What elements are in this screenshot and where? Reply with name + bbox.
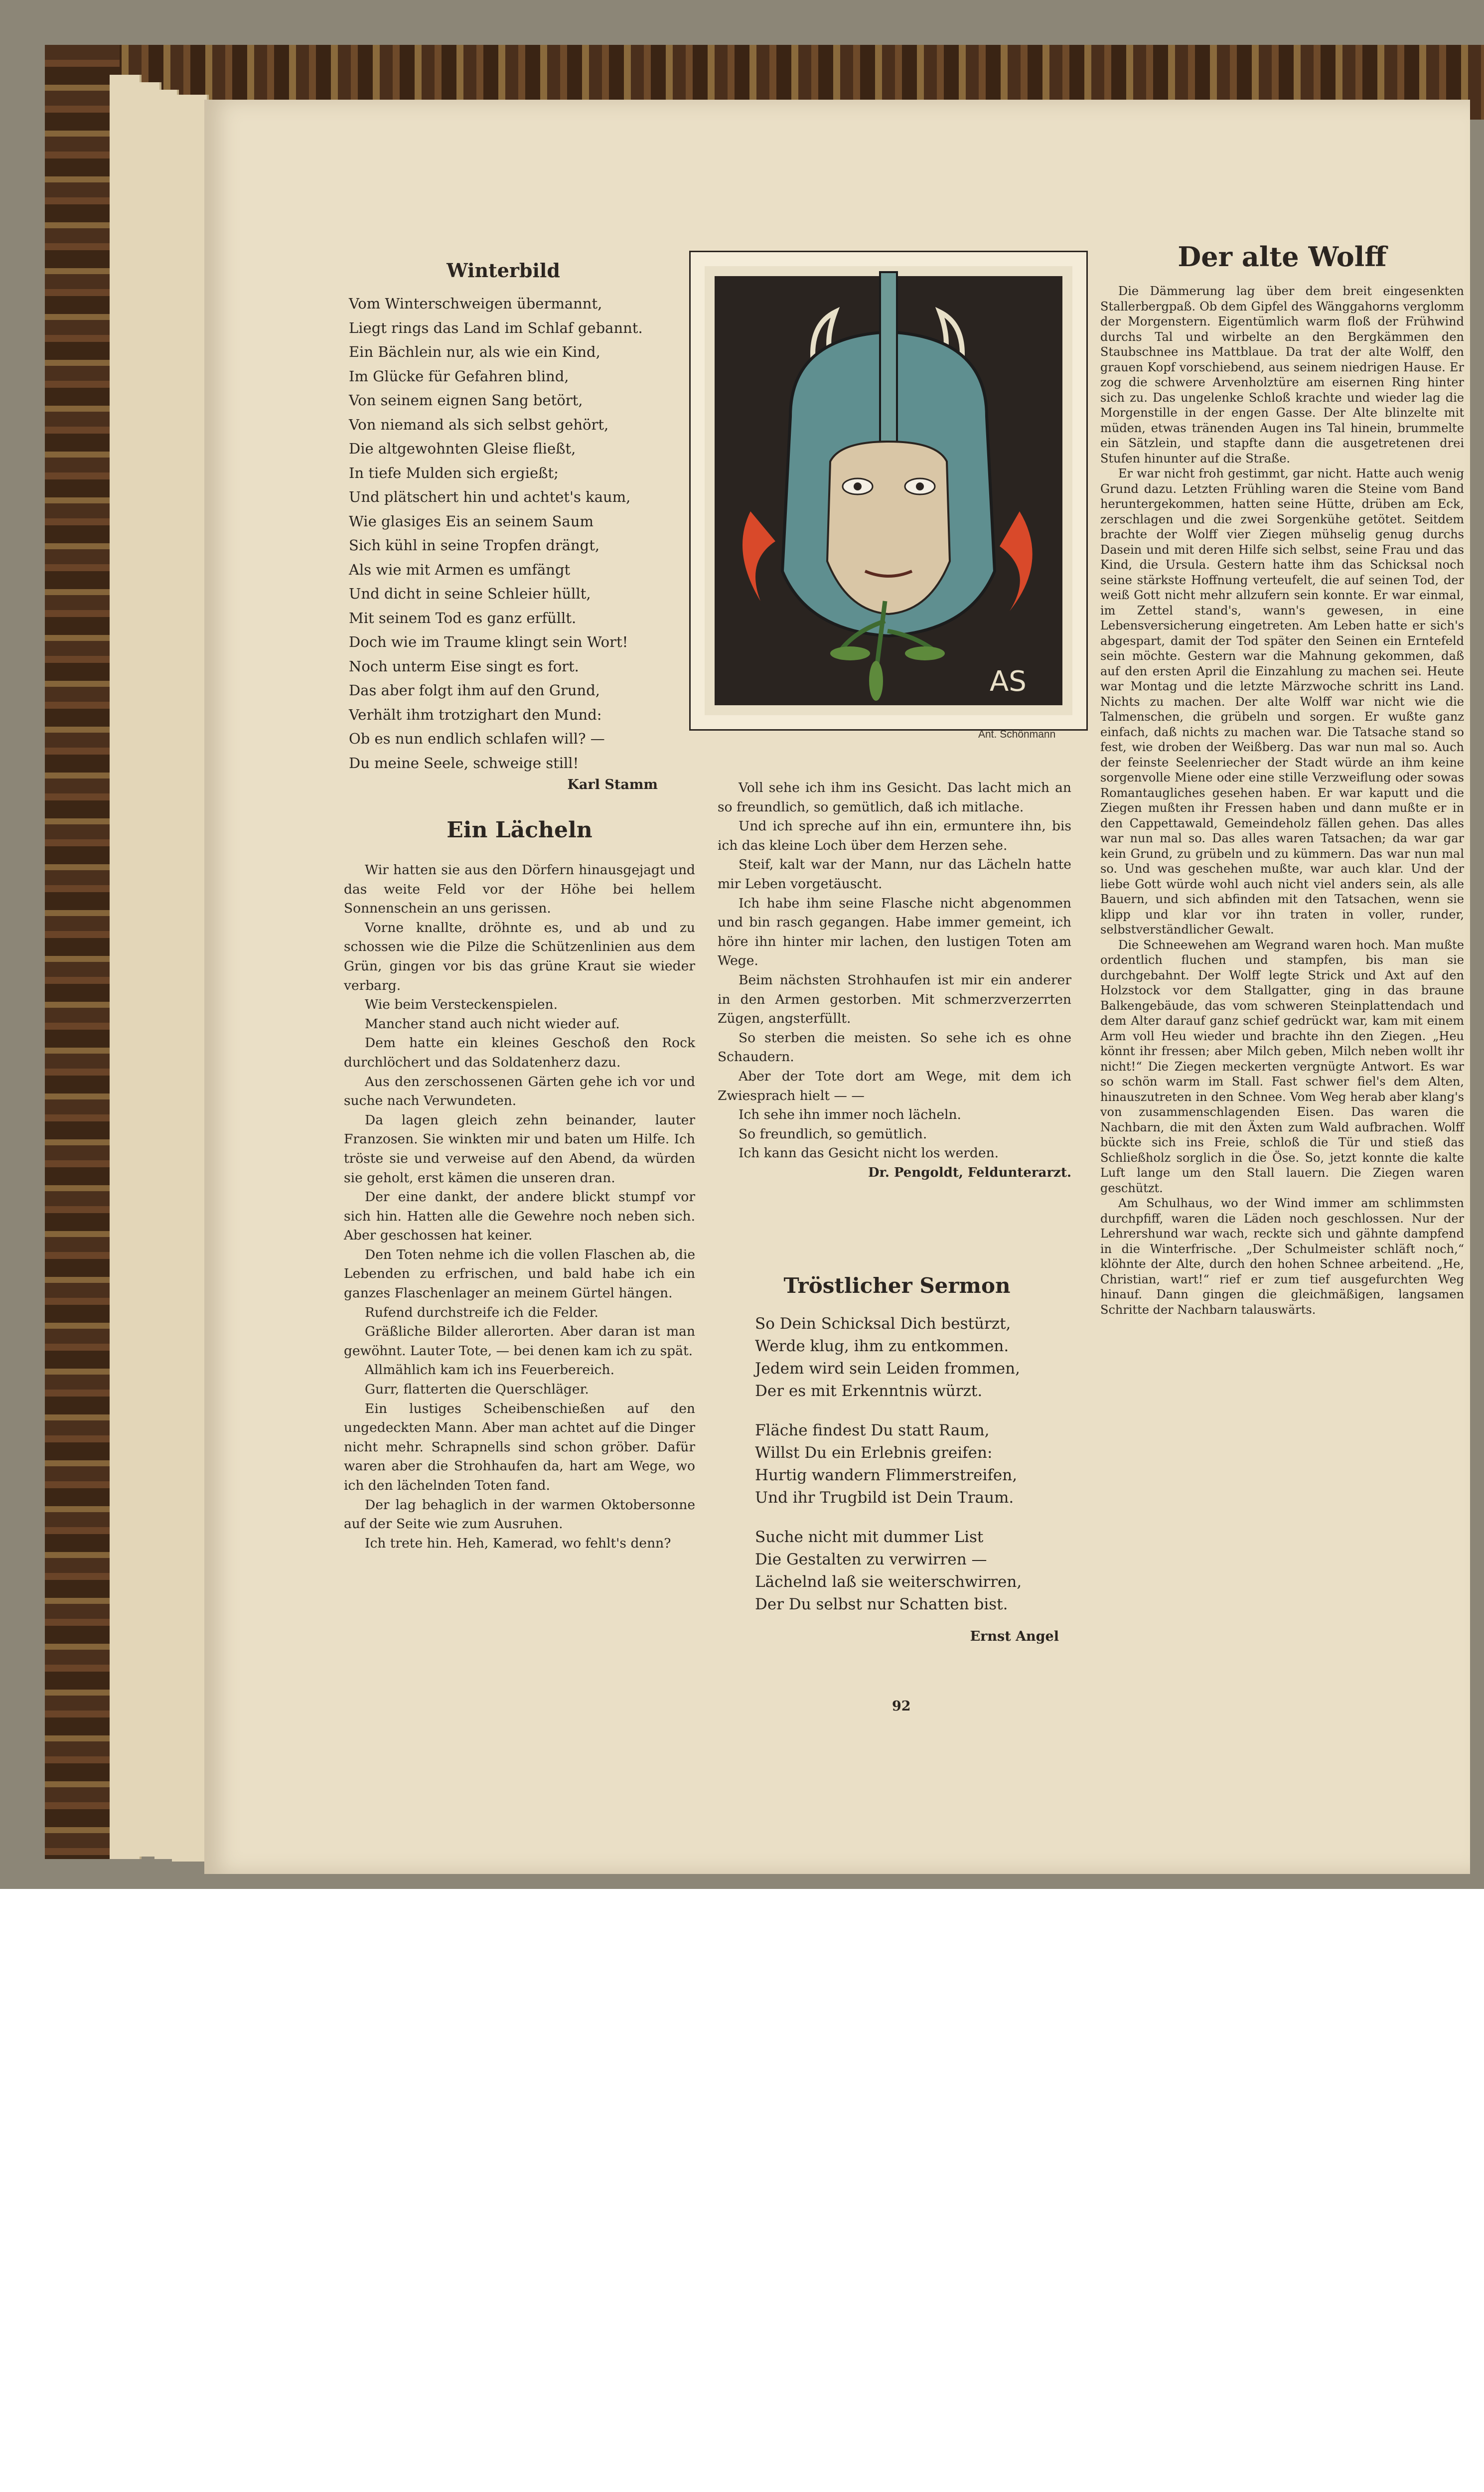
paragraph: Ich trete hin. Heh, Kamerad, wo fehlt's denn?: [365, 1535, 671, 1551]
paragraph: Allmählich kam ich ins Feuerbereich.: [365, 1362, 614, 1378]
paragraph: Vorne knallte, dröhnte es, und ab und zu schossen wie die Pilze die Schützenlinien aus dem Grün, gingen vor bis das grüne Kraut sie wieder verbarg.: [344, 920, 695, 993]
poem-line: Das aber folgt ihm auf den Grund,: [349, 682, 600, 699]
stanza: [755, 1526, 1059, 1616]
poem-line: Suche nicht mit dummer List: [755, 1528, 984, 1546]
winterbild-author: Karl Stamm: [567, 777, 658, 792]
artist-monogram: AS: [990, 665, 1027, 698]
paragraph: Der eine dankt, der andere blickt stumpf vor sich hin. Hatten alle die Gewehre noch neben sich. Aber geschossen hat keiner.: [344, 1189, 695, 1244]
poem-line: Von seinem eignen Sang betört,: [349, 392, 583, 409]
paragraph: Gräßliche Bilder allerorten. Aber daran ist man gewöhnt. Lauter Tote, — bei denen kam ich zu spät.: [344, 1324, 695, 1359]
paragraph: Die Schneewehen am Wegrand waren hoch. Man mußte ordentlich fluchen und stampfen, bis man sie durchgebahnt. Der Wolff legte Strick und Axt auf den Holzstock vor dem Stallgatter, ging in das braune Balkengebäude, das vom schweren Steinplattendach und dem Alter darauf ganz schief gedrückt war, kam mit einem Arm voll Heu wieder und brachte ihn den Ziegen. „Heu könnt ihr fressen; aber Milch geben, Milch neben wollt ihr nicht!“ Die Ziegen meckerten vergnügte Antwort. Es war so schön warm im Stall. Fast schwer fiel's dem Alten, hinauszutreten in den Schnee. Vom Weg herab aber klang's von zusammenschlagenden Eisen. Das waren die Nachbarn, die mit den Äxten zum Wald aufbrachen. Wolff bückte sich ins Freie, schloß die Tür und stieß das Schließholz sorglich in die Öse. So, jetzt konnte die kalte Luft lange um den Stall lauern. Die Ziegen waren geschützt.: [1100, 937, 1464, 1195]
helmet-face-illustration: [691, 252, 1086, 729]
wolff-paragraphs: [1100, 284, 1464, 1317]
page-number: 92: [892, 1699, 911, 1714]
paragraph: Da lagen gleich zehn beinander, lauter Franzosen. Sie winkten mir und baten um Hilfe. Ich tröste sie und verweise auf den Abend, da würden sie geholt, erst kämen die unseren dran.: [344, 1112, 695, 1186]
winterbild-lines: [349, 292, 658, 775]
illustration-frame: [689, 251, 1088, 731]
poem-line: Und dicht in seine Schleier hüllt,: [349, 585, 591, 602]
laecheln-continuation-paragraphs: [718, 779, 1071, 1163]
poem-line: Und plätschert hin und achtet's kaum,: [349, 488, 631, 505]
poem-line: Im Glücke für Gefahren blind,: [349, 367, 569, 385]
paragraph: Er war nicht froh gestimmt, gar nicht. Hatte auch wenig Grund dazu. Letzten Frühling waren die Steine vom Band heruntergekommen, hatten seine Hütte, drüben am Eck, zerschlagen und die zwei Sorgenkühe getötet. Seitdem brachte der Wolff vier Ziegen mühselig genug durchs Dasein und mit deren Hilfe sich selbst, seine Frau und das Kind, die Ursula. Gestern hatte ihm das Schicksal noch seine stärkste Hoffnung verteufelt, die auf seinen Tod, der weiß Gott nicht mehr allzufern sein konnte. Er war einmal, im Zettel stand's, wann's gewesen, in eine Lebensversicherung eingetreten. Am Leben hatte er sich's abgespart, damit der Tod später den Seinen ein Erntefeld sein möchte. Gestern war die Mahnung gekommen, daß auf den ersten April die Einzahlung zu machen sei. Heute war Montag und die letzte Märzwoche schritt ins Land. Nichts zu machen. Der alte Wolff war nicht wie die Talmenschen, die grübeln und sorgen. Er wußte ganz einfach, daß nichts zu machen war. Die Tatsache stand so fest, wie droben der Weißberg. Das war nun mal so. Auch der feinste Seelenriecher der Stadt würde an ihm keine sorgenvolle Miene oder eine stille Verzweiflung oder sowas Romantaugliches gesehen haben. Er war kaputt und die Ziegen mußten ihr Fressen haben und dann mußte er in den Cappettawald, Gemeindeholz fällen gehen. Das alles war nun mal so. Das alles waren Tatsachen; da war gar kein Grund, zu grübeln und zu kümmern. Das war nun mal so. Und was geschehen mußte, war auch klar. Und der liebe Gott würde wohl auch nicht viel anders sein, als alle Bauern, und sich abfinden mit den Tatsachen, wenn sie klipp und klar vor ihn traten in voller, runder, selbstverständlicher Gewalt.: [1100, 467, 1464, 936]
paragraph: Aus den zerschossenen Gärten gehe ich vor und suche nach Verwundeten.: [344, 1074, 695, 1109]
poem-line: Du meine Seele, schweige still!: [349, 754, 579, 772]
poem-line: Wie glasiges Eis an seinem Saum: [349, 512, 594, 530]
poem-line: Von niemand als sich selbst gehört,: [349, 416, 609, 433]
paragraph: Beim nächsten Strohhaufen ist mir ein anderer in den Armen gestorben. Mit schmerzverzerrten Zügen, angsterfüllt.: [718, 972, 1071, 1027]
poem-line: So Dein Schicksal Dich bestürzt,: [755, 1315, 1011, 1333]
poem-line: Vom Winterschweigen übermannt,: [349, 295, 602, 312]
poem-line: In tiefe Mulden sich ergießt;: [349, 464, 559, 481]
laecheln-author: Dr. Pengoldt, Feldunterarzt.: [868, 1165, 1071, 1180]
poem-line: Fläche findest Du statt Raum,: [755, 1421, 990, 1439]
viewer-footer: [0, 1889, 1484, 2007]
paragraph: So sterben die meisten. So sehe ich es ohne Schaudern.: [718, 1030, 1071, 1065]
laecheln-story: [344, 817, 695, 1553]
poem-line: Als wie mit Armen es umfängt: [349, 561, 571, 578]
sermon-poem: [755, 1273, 1059, 1644]
paragraph: Ich kann das Gesicht nicht los werden.: [739, 1145, 999, 1161]
poem-line: Die Gestalten zu verwirren —: [755, 1551, 987, 1568]
laecheln-continuation: [718, 779, 1071, 1180]
poem-line: Die altgewohnten Gleise fließt,: [349, 440, 576, 457]
sermon-stanzas: [755, 1313, 1059, 1616]
paragraph: Ich habe ihm seine Flasche nicht abgenommen und bin rasch gegangen. Habe immer gemeint, ich höre ihn hinter mir lachen, den lustigen Toten am Wege.: [718, 895, 1071, 969]
paragraph: Gurr, flatterten die Querschläger.: [365, 1382, 589, 1398]
paragraph: Ich sehe ihn immer noch lächeln.: [739, 1107, 961, 1123]
stanza: [755, 1419, 1059, 1509]
laecheln-title: Ein Lächeln: [446, 817, 593, 843]
illustration-caption: Ant. Schönmann: [978, 729, 1056, 740]
poem-line: Noch unterm Eise singt es fort.: [349, 657, 579, 675]
poem-line: Willst Du ein Erlebnis greifen:: [755, 1444, 993, 1462]
poem-line: Doch wie im Traume klingt sein Wort!: [349, 633, 628, 650]
paragraph: Am Schulhaus, wo der Wind immer am schlimmsten durchpfiff, waren die Läden noch geschlossen. Nur der Lehrershund war wach, reckte sich und gähnte dampfend in die Winterfrische. „Der Schulmeister schläft noch,“ klöhnte der Alte, durch den hohen Schnee arbeitend. „He, Christian, wart!“ rief er zum tief ausgefurchten Weg hinauf. Dann gingen die gleichmäßigen, langsamen Schritte der Nachbarn talauswärts.: [1100, 1196, 1464, 1317]
poem-line: Lächelnd laß sie weiterschwirren,: [755, 1573, 1022, 1591]
paragraph: So freundlich, so gemütlich.: [739, 1126, 927, 1142]
paragraph: Wir hatten sie aus den Dörfern hinausgejagt und das weite Feld vor der Höhe bei hellem Sonnenschein an uns gerissen.: [344, 862, 695, 917]
laecheln-paragraphs: [344, 861, 695, 1553]
winterbild-title: Winterbild: [446, 259, 560, 282]
poem-line: Der es mit Erkenntnis würzt.: [755, 1382, 983, 1400]
poem-line: Mit seinem Tod es ganz erfüllt.: [349, 609, 577, 626]
poem-line: Liegt rings das Land im Schlaf gebannt.: [349, 319, 643, 336]
poem-line: Ein Bächlein nur, als wie ein Kind,: [349, 343, 600, 360]
poem-line: Sich kühl in seine Tropfen drängt,: [349, 537, 600, 554]
poem-line: Und ihr Trugbild ist Dein Traum.: [755, 1489, 1014, 1507]
paragraph: Ein lustiges Scheibenschießen auf den ungedeckten Mann. Aber man achtet auf die Dinger nicht mehr. Schrapnells sind schon gröber. Dafür waren aber die Strohhaufen da, hart am Wege, wo ich den lächelnden Toten fand.: [344, 1401, 695, 1493]
paragraph: Rufend durchstreife ich die Felder.: [365, 1304, 598, 1320]
paragraph: Mancher stand auch nicht wieder auf.: [365, 1016, 620, 1032]
book-cover-left-edge: [45, 45, 120, 1859]
wolff-title: Der alte Wolff: [1178, 241, 1387, 273]
paragraph: Wie beim Versteckenspielen.: [365, 997, 558, 1013]
wolff-story: [1100, 241, 1464, 1317]
paragraph: Und ich spreche auf ihn ein, ermuntere ihn, bis ich das kleine Loch über dem Herzen sehe.: [718, 818, 1071, 853]
sermon-author: Ernst Angel: [970, 1629, 1059, 1644]
face: [827, 442, 950, 614]
poem-line: Werde klug, ihm zu entkommen.: [755, 1337, 1009, 1355]
poem-line: Hurtig wandern Flimmerstreifen,: [755, 1466, 1018, 1484]
poem-line: Ob es nun endlich schlafen will? —: [349, 730, 605, 747]
poem-line: Der Du selbst nur Schatten bist.: [755, 1595, 1008, 1613]
sermon-title: Tröstlicher Sermon: [783, 1273, 1011, 1298]
poem-line: Verhält ihm trotzighart den Mund:: [349, 706, 602, 723]
paragraph: Steif, kalt war der Mann, nur das Lächeln hatte mir Leben vorgetäuscht.: [718, 857, 1071, 892]
paragraph: Den Toten nehme ich die vollen Flaschen ab, die Lebenden zu erfrischen, und bald habe ich ein ganzes Flaschenlager an meinem Gürtel hängen.: [344, 1246, 695, 1301]
winterbild-poem: [349, 259, 658, 792]
paragraph: Dem hatte ein kleines Geschoß den Rock durchlöchert und das Soldatenherz dazu.: [344, 1035, 695, 1070]
page-edge: [172, 95, 209, 1862]
paragraph: Der lag behaglich in der warmen Oktobersonne auf der Seite wie zum Ausruhen.: [344, 1497, 695, 1532]
paragraph: Die Dämmerung lag über dem breit eingesenkten Stallerbergpaß. Ob dem Gipfel des Wänggahorns verglomm der Morgenstern. Eigentümlich warm floß der Frühwind durchs Tal und wirbelte an den Bergkämmen den Staubschnee ins Mattblaue. Da trat der alte Wolff, den grauen Kopf vorschiebend, aus seinem niedrigen Hause. Er zog die schwere Arvenholztüre am eisernen Ring hinter sich zu. Das ungelenke Schloß krachte und wieder lag die Morgenstille in der engen Gasse. Der Alte blinzelte mit müden, etwas tränenden Augen ins Tal hinein, brummelte ein Sätzlein, und stapfte dann die ausgetretenen drei Stufen hinunter auf die Straße.: [1100, 284, 1464, 466]
paragraph: Aber der Tote dort am Wege, mit dem ich Zwiesprach hielt — —: [718, 1068, 1071, 1103]
stanza: [755, 1313, 1059, 1402]
paragraph: Voll sehe ich ihm ins Gesicht. Das lacht mich an so freundlich, so gemütlich, daß ich mitlache.: [718, 780, 1071, 815]
poem-line: Jedem wird sein Leiden frommen,: [755, 1360, 1020, 1378]
